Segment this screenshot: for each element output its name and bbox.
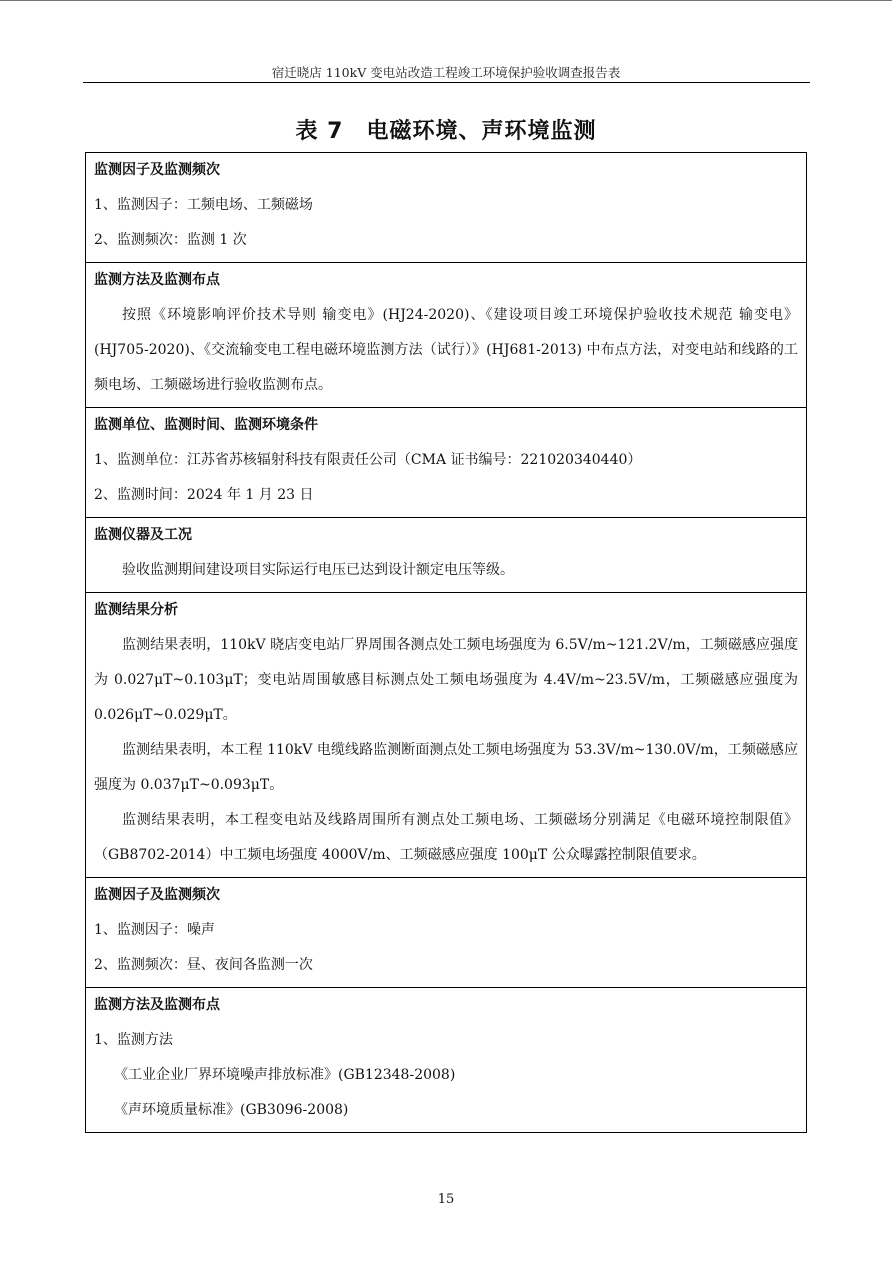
paragraph: 监测结果表明，本工程变电站及线路周围所有测点处工频电场、工频磁场分别满足《电磁环境控制限值》（GB8702-2014）中工频电场强度 4000V/m、工频磁感应强度 100μT 公众曝露控制限值要求。: [94, 812, 798, 863]
paragraph: 按照《环境影响评价技术导则 输变电》(HJ24-2020)、《建设项目竣工环境保护验收技术规范 输变电》(HJ705-2020)、《交流输变电工程电磁环境监测方法（试行）》(HJ681-2013) 中布点方法，对变电站和线路的工频电场、工频磁场进行验收监测布点。: [94, 307, 798, 393]
section-heading: 监测单位、监测时间、监测环境条件: [94, 417, 318, 433]
paragraph: 监测结果表明，本工程 110kV 电缆线路监测断面测点处工频电场强度为 53.3V/m~130.0V/m，工频磁感应强度为 0.037μT~0.093μT。: [94, 742, 798, 793]
text-line: 1、监测因子：工频电场、工频磁场: [94, 197, 313, 213]
paragraph: 监测结果表明，110kV 晓店变电站厂界周围各测点处工频电场强度为 6.5V/m~121.2V/m，工频磁感应强度为 0.027μT~0.103μT；变电站周围敏感目标测点处工频电场强度为 4.4V/m~23.5V/m，工频磁感应强度为 0.026μT~0.029μT。: [94, 637, 798, 723]
text-line: 1、监测因子：噪声: [94, 922, 215, 938]
header-rule: [83, 82, 810, 83]
section-em-instruments: [86, 517, 806, 592]
running-header: 宿迁晓店 110kV 变电站改造工程竣工环境保护验收调查报告表: [271, 65, 621, 80]
page-number: 15: [437, 1192, 455, 1207]
table-title: 表 7 电磁环境、声环境监测: [295, 119, 597, 144]
section-heading: 监测仪器及工况: [94, 527, 192, 543]
text-line: 1、监测单位：江苏省苏核辐射科技有限责任公司（CMA 证书编号：221020340440）: [94, 452, 642, 468]
section-noise-factors: [86, 877, 806, 987]
monitoring-table: [85, 152, 807, 1133]
section-heading: 监测因子及监测频次: [94, 887, 220, 903]
section-em-factors: [86, 153, 806, 262]
section-em-results: [86, 592, 806, 877]
text-line: 2、监测时间：2024 年 1 月 23 日: [94, 487, 314, 503]
section-em-methods: [86, 262, 806, 407]
text-line: 1、监测方法: [94, 1032, 173, 1048]
top-border-line: [0, 0, 892, 1]
section-heading: 监测方法及监测布点: [94, 997, 220, 1013]
section-em-unit-time: [86, 407, 806, 517]
standard-reference: 《声环境质量标准》(GB3096-2008): [114, 1102, 349, 1118]
text-line: 2、监测频次：监测 1 次: [94, 232, 247, 248]
section-heading: 监测方法及监测布点: [94, 272, 220, 288]
section-heading: 监测结果分析: [94, 602, 178, 618]
paragraph: 验收监测期间建设项目实际运行电压已达到设计额定电压等级。: [122, 562, 514, 578]
section-heading: 监测因子及监测频次: [94, 162, 220, 178]
text-line: 2、监测频次：昼、夜间各监测一次: [94, 957, 313, 973]
standard-reference: 《工业企业厂界环境噪声排放标准》(GB12348-2008): [114, 1067, 456, 1083]
section-noise-methods: [86, 987, 806, 1132]
